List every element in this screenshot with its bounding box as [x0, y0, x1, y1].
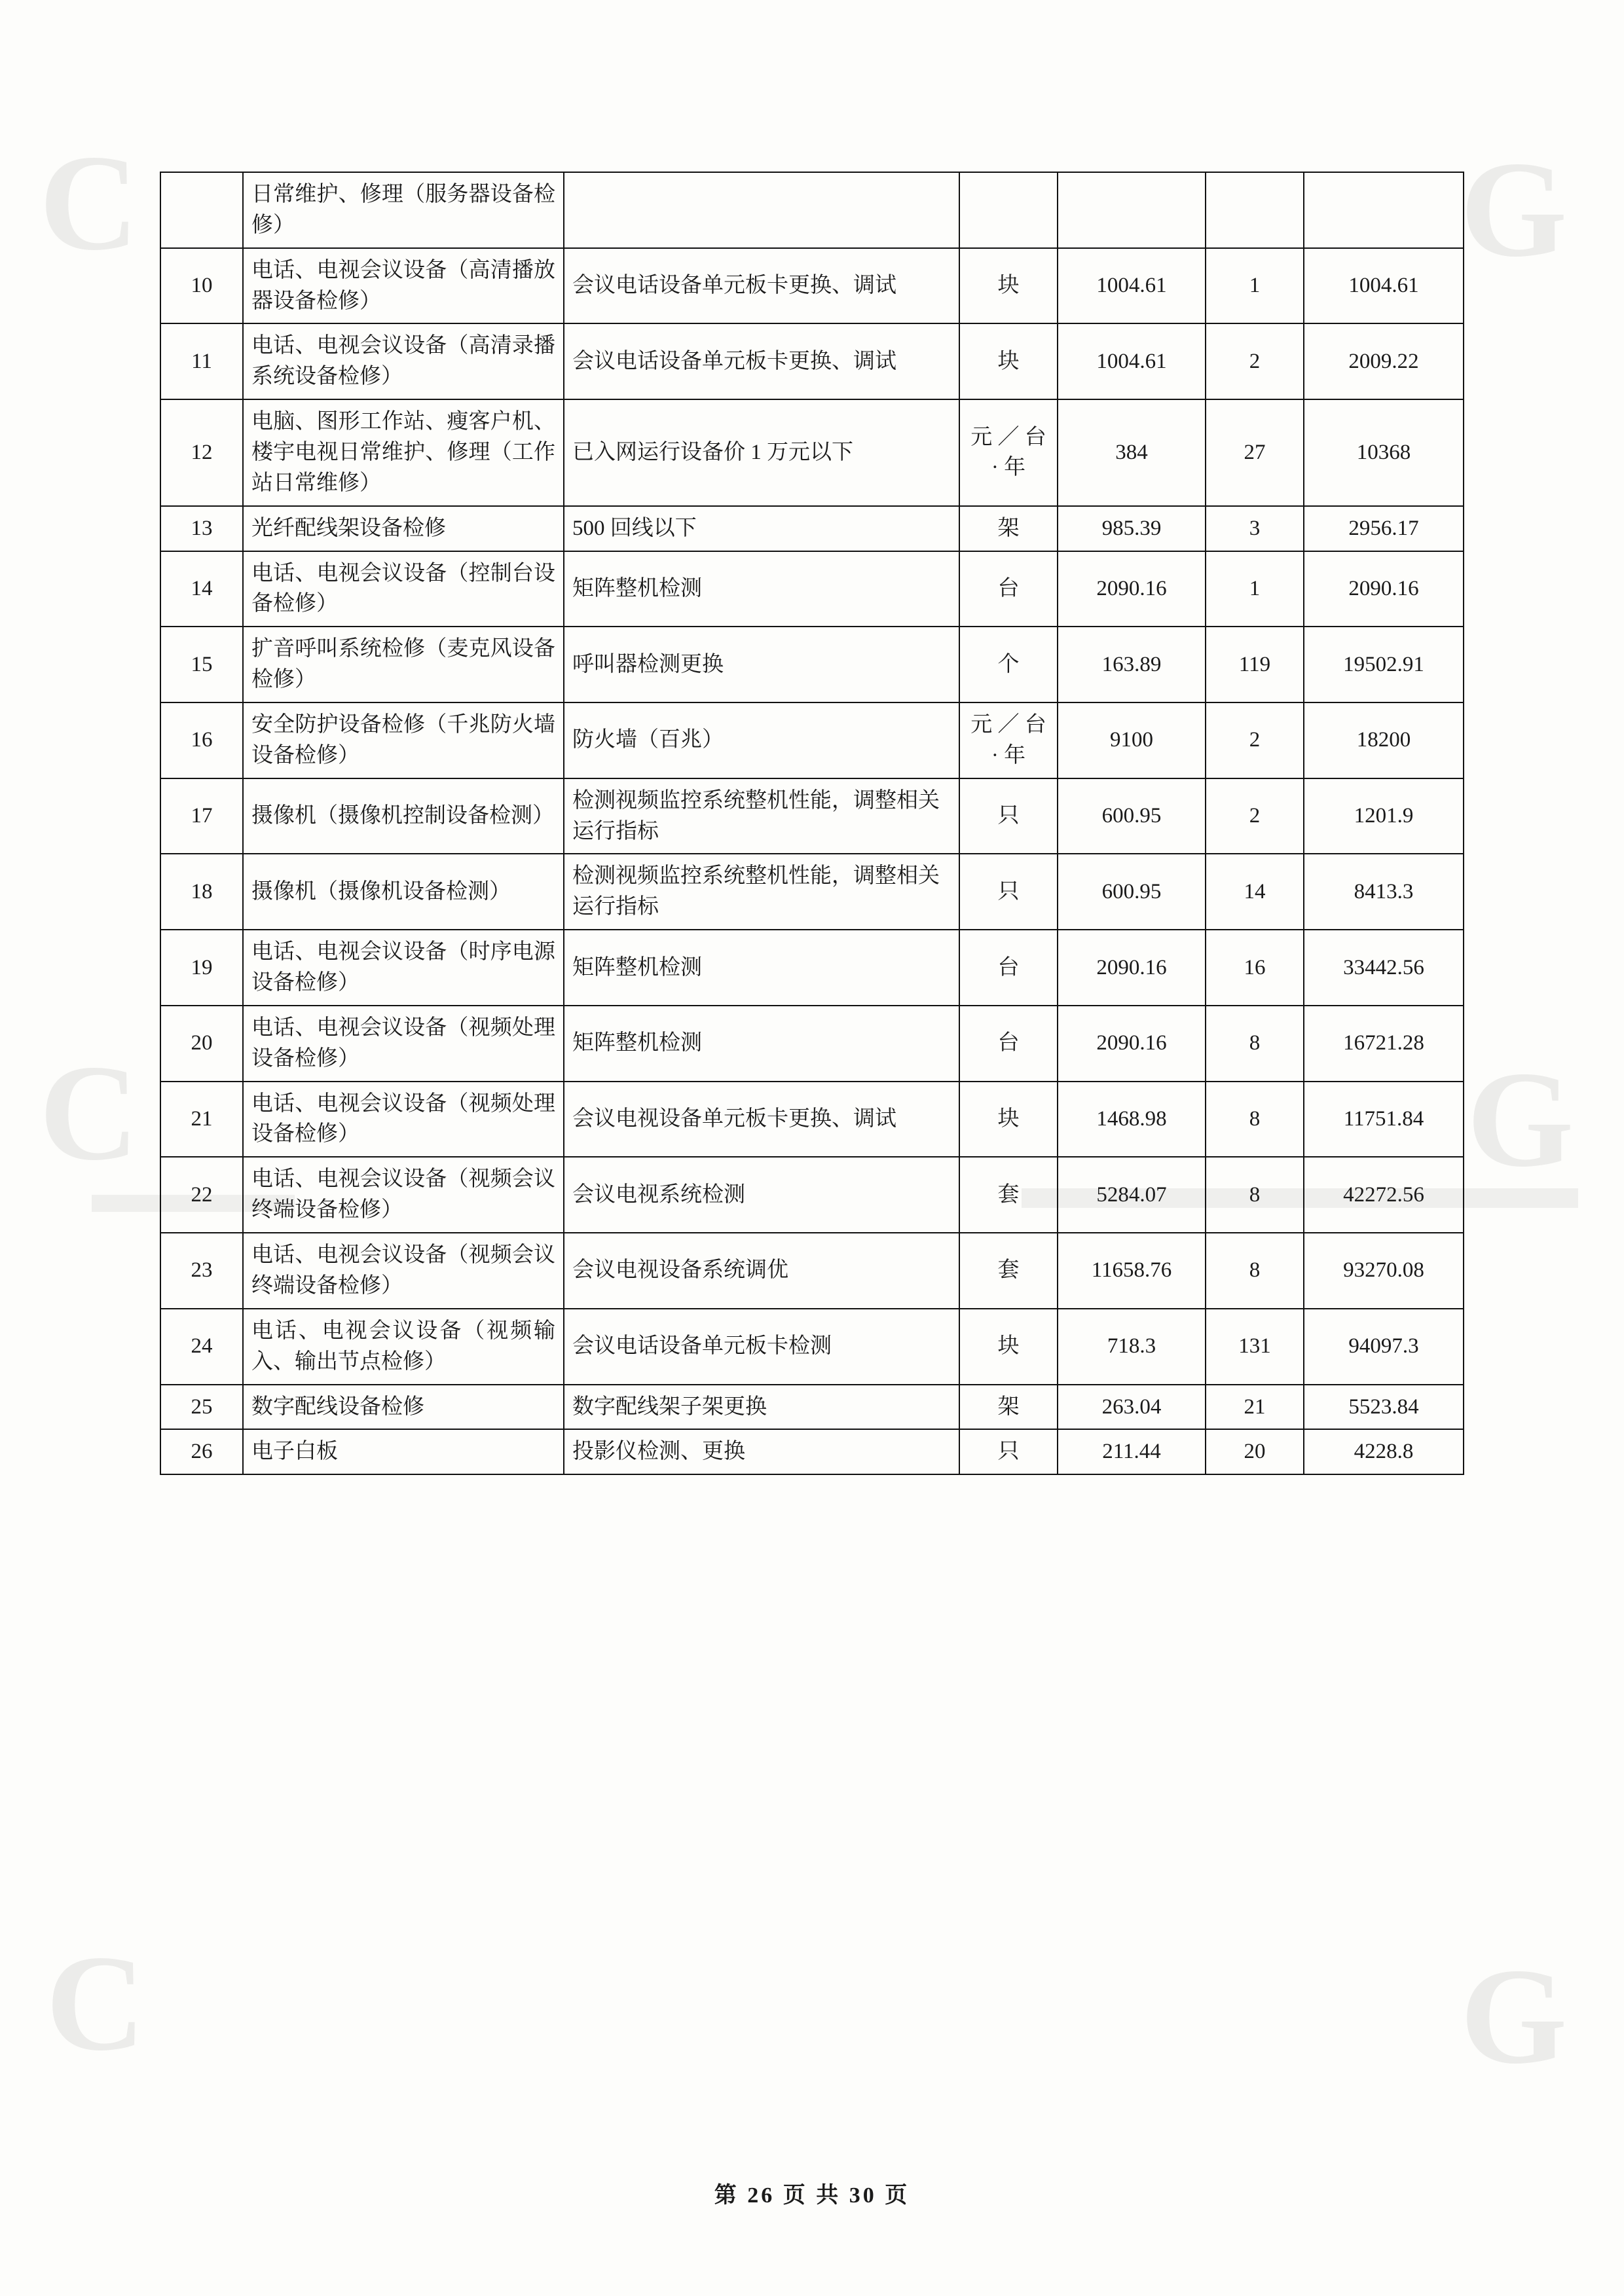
cell-price: 718.3 [1058, 1309, 1206, 1385]
cell-name: 摄像机（摄像机设备检测） [243, 854, 564, 930]
table-row [160, 1157, 1464, 1233]
cell-content: 会议电视设备单元板卡更换、调试 [564, 1082, 959, 1157]
cell-name: 电话、电视会议设备（视频会议终端设备检修） [243, 1233, 564, 1309]
price-table [160, 172, 1464, 1475]
cell-price: 1004.61 [1058, 248, 1206, 324]
cell-name: 电子白板 [243, 1429, 564, 1474]
cell-qty: 3 [1206, 506, 1304, 551]
price-table-container [160, 172, 1463, 1475]
cell-no [160, 172, 243, 248]
cell-content: 检测视频监控系统整机性能，调整相关运行指标 [564, 778, 959, 854]
cell-qty: 8 [1206, 1233, 1304, 1309]
cell-price: 2090.16 [1058, 1006, 1206, 1082]
cell-amount: 16721.28 [1304, 1006, 1464, 1082]
cell-name: 电话、电视会议设备（视频处理设备检修） [243, 1082, 564, 1157]
cell-price: 985.39 [1058, 506, 1206, 551]
cell-unit: 块 [959, 323, 1058, 399]
watermark-glyph: C [39, 1037, 139, 1189]
cell-qty: 2 [1206, 323, 1304, 399]
table-row [160, 854, 1464, 930]
table-row [160, 627, 1464, 702]
cell-amount: 94097.3 [1304, 1309, 1464, 1385]
cell-amount: 1004.61 [1304, 248, 1464, 324]
cell-unit: 块 [959, 1309, 1058, 1385]
cell-price: 2090.16 [1058, 930, 1206, 1006]
cell-unit: 元 ／ 台 · 年 [959, 399, 1058, 506]
cell-amount: 1201.9 [1304, 778, 1464, 854]
cell-amount: 11751.84 [1304, 1082, 1464, 1157]
cell-content: 已入网运行设备价 1 万元以下 [564, 399, 959, 506]
cell-amount: 2009.22 [1304, 323, 1464, 399]
table-row [160, 551, 1464, 627]
cell-qty: 14 [1206, 854, 1304, 930]
cell-price: 211.44 [1058, 1429, 1206, 1474]
cell-amount: 93270.08 [1304, 1233, 1464, 1309]
cell-qty: 27 [1206, 399, 1304, 506]
table-row [160, 172, 1464, 248]
cell-name: 电话、电视会议设备（视频处理设备检修） [243, 1006, 564, 1082]
cell-name: 光纤配线架设备检修 [243, 506, 564, 551]
cell-content: 会议电话设备单元板卡更换、调试 [564, 248, 959, 324]
cell-name: 日常维护、修理（服务器设备检修） [243, 172, 564, 248]
cell-name: 数字配线设备检修 [243, 1385, 564, 1430]
cell-price [1058, 172, 1206, 248]
table-row [160, 1309, 1464, 1385]
cell-no: 23 [160, 1233, 243, 1309]
cell-qty: 16 [1206, 930, 1304, 1006]
cell-name: 电话、电视会议设备（视频会议终端设备检修） [243, 1157, 564, 1233]
table-row [160, 323, 1464, 399]
cell-amount: 18200 [1304, 702, 1464, 778]
cell-content: 检测视频监控系统整机性能，调整相关运行指标 [564, 854, 959, 930]
cell-name: 电脑、图形工作站、瘦客户机、楼宇电视日常维护、修理（工作站日常维修） [243, 399, 564, 506]
cell-content [564, 172, 959, 248]
cell-price: 9100 [1058, 702, 1206, 778]
cell-amount: 10368 [1304, 399, 1464, 506]
table-row [160, 1385, 1464, 1430]
cell-unit: 只 [959, 1429, 1058, 1474]
cell-content: 会议电视系统检测 [564, 1157, 959, 1233]
cell-no: 13 [160, 506, 243, 551]
cell-qty: 2 [1206, 778, 1304, 854]
cell-no: 22 [160, 1157, 243, 1233]
cell-price: 384 [1058, 399, 1206, 506]
cell-content: 会议电视设备系统调优 [564, 1233, 959, 1309]
cell-qty [1206, 172, 1304, 248]
cell-unit [959, 172, 1058, 248]
cell-unit: 套 [959, 1157, 1058, 1233]
cell-amount: 5523.84 [1304, 1385, 1464, 1430]
cell-qty: 8 [1206, 1157, 1304, 1233]
cell-unit: 只 [959, 854, 1058, 930]
table-row [160, 1429, 1464, 1474]
cell-content: 矩阵整机检测 [564, 551, 959, 627]
cell-content: 矩阵整机检测 [564, 1006, 959, 1082]
cell-name: 安全防护设备检修（千兆防火墙设备检修） [243, 702, 564, 778]
cell-unit: 块 [959, 248, 1058, 324]
cell-no: 12 [160, 399, 243, 506]
watermark-glyph: C [39, 127, 139, 279]
page-footer: 第 26 页 共 30 页 [714, 2183, 910, 2208]
cell-qty: 2 [1206, 702, 1304, 778]
table-row [160, 1082, 1464, 1157]
cell-no: 17 [160, 778, 243, 854]
cell-price: 1468.98 [1058, 1082, 1206, 1157]
cell-qty: 8 [1206, 1006, 1304, 1082]
cell-unit: 台 [959, 1006, 1058, 1082]
cell-amount: 2090.16 [1304, 551, 1464, 627]
cell-price: 2090.16 [1058, 551, 1206, 627]
cell-no: 21 [160, 1082, 243, 1157]
cell-content: 矩阵整机检测 [564, 930, 959, 1006]
cell-no: 24 [160, 1309, 243, 1385]
cell-content: 投影仪检测、更换 [564, 1429, 959, 1474]
cell-name: 电话、电视会议设备（控制台设备检修） [243, 551, 564, 627]
cell-unit: 台 [959, 551, 1058, 627]
table-row [160, 1233, 1464, 1309]
cell-amount [1304, 172, 1464, 248]
cell-amount: 33442.56 [1304, 930, 1464, 1006]
cell-content: 数字配线架子架更换 [564, 1385, 959, 1430]
cell-amount: 2956.17 [1304, 506, 1464, 551]
cell-name: 扩音呼叫系统检修（麦克风设备检修） [243, 627, 564, 702]
cell-price: 11658.76 [1058, 1233, 1206, 1309]
cell-amount: 8413.3 [1304, 854, 1464, 930]
cell-name: 电话、电视会议设备（时序电源设备检修） [243, 930, 564, 1006]
cell-content: 会议电话设备单元板卡检测 [564, 1309, 959, 1385]
cell-content: 呼叫器检测更换 [564, 627, 959, 702]
cell-amount: 4228.8 [1304, 1429, 1464, 1474]
cell-unit: 块 [959, 1082, 1058, 1157]
cell-qty: 131 [1206, 1309, 1304, 1385]
cell-price: 263.04 [1058, 1385, 1206, 1430]
cell-qty: 1 [1206, 551, 1304, 627]
cell-unit: 架 [959, 506, 1058, 551]
cell-no: 26 [160, 1429, 243, 1474]
watermark-glyph: G [1460, 1941, 1568, 2092]
watermark-glyph: G [1460, 134, 1568, 285]
cell-price: 163.89 [1058, 627, 1206, 702]
cell-qty: 20 [1206, 1429, 1304, 1474]
cell-qty: 1 [1206, 248, 1304, 324]
table-row [160, 399, 1464, 506]
cell-no: 16 [160, 702, 243, 778]
cell-unit: 台 [959, 930, 1058, 1006]
cell-no: 15 [160, 627, 243, 702]
cell-unit: 架 [959, 1385, 1058, 1430]
cell-name: 电话、电视会议设备（高清播放器设备检修） [243, 248, 564, 324]
cell-name: 电话、电视会议设备（高清录播系统设备检修） [243, 323, 564, 399]
cell-qty: 8 [1206, 1082, 1304, 1157]
cell-no: 25 [160, 1385, 243, 1430]
cell-amount: 19502.91 [1304, 627, 1464, 702]
cell-price: 1004.61 [1058, 323, 1206, 399]
cell-unit: 只 [959, 778, 1058, 854]
cell-name: 电话、电视会议设备（视频输入、输出节点检修） [243, 1309, 564, 1385]
table-row [160, 930, 1464, 1006]
watermark-glyph: C [46, 1927, 145, 2079]
table-row [160, 248, 1464, 324]
cell-content: 会议电话设备单元板卡更换、调试 [564, 323, 959, 399]
cell-qty: 119 [1206, 627, 1304, 702]
cell-qty: 21 [1206, 1385, 1304, 1430]
cell-unit: 套 [959, 1233, 1058, 1309]
table-row [160, 778, 1464, 854]
cell-no: 19 [160, 930, 243, 1006]
cell-content: 防火墙（百兆） [564, 702, 959, 778]
table-row [160, 1006, 1464, 1082]
cell-content: 500 回线以下 [564, 506, 959, 551]
cell-price: 5284.07 [1058, 1157, 1206, 1233]
cell-unit: 个 [959, 627, 1058, 702]
watermark-glyph: G [1467, 1044, 1574, 1195]
cell-no: 11 [160, 323, 243, 399]
cell-no: 10 [160, 248, 243, 324]
cell-name: 摄像机（摄像机控制设备检测） [243, 778, 564, 854]
cell-unit: 元 ／ 台 · 年 [959, 702, 1058, 778]
cell-no: 18 [160, 854, 243, 930]
table-row [160, 506, 1464, 551]
cell-no: 14 [160, 551, 243, 627]
cell-no: 20 [160, 1006, 243, 1082]
cell-amount: 42272.56 [1304, 1157, 1464, 1233]
cell-price: 600.95 [1058, 854, 1206, 930]
cell-price: 600.95 [1058, 778, 1206, 854]
table-row [160, 702, 1464, 778]
